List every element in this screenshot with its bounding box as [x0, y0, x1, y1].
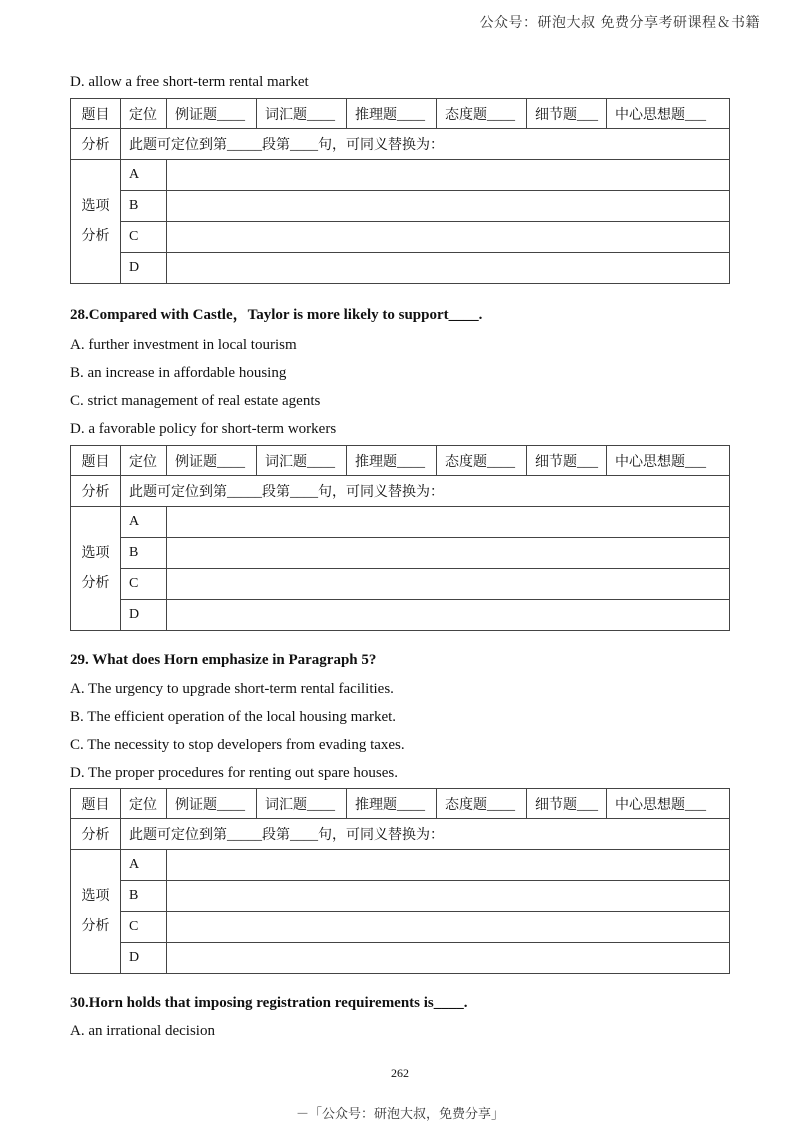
option-line: D. The proper procedures for renting out spare houses. [70, 765, 398, 781]
option-line: B. The efficient operation of the local housing market. [70, 709, 397, 725]
option-answer-cell [167, 507, 730, 538]
row-label-analysis: 分析 [71, 819, 121, 850]
type-cell: 推理题____ [347, 789, 437, 819]
option-line: C. The necessity to stop developers from evading taxes. [70, 737, 405, 753]
page-footer: －「公众号：研泡大叔，免费分享」 [295, 1107, 504, 1122]
option-letter-cell: A [121, 850, 167, 881]
question-title: 29. What does Horn emphasize in Paragraph 5? [70, 652, 377, 668]
option-line: A. an irrational decision [70, 1023, 215, 1039]
options-label: 选项 [81, 888, 110, 904]
type-cell: 态度题____ [437, 446, 527, 476]
option-answer-cell [167, 253, 730, 284]
analysis-table [70, 98, 730, 284]
type-cell: 词汇题____ [257, 99, 347, 129]
option-line: A. further investment in local tourism [70, 337, 297, 353]
type-cell: 中心思想题___ [607, 789, 730, 819]
option-answer-cell [167, 538, 730, 569]
question-title: 30.Horn holds that imposing registration requirements is____. [70, 995, 468, 1011]
options-label: 选项 [81, 198, 110, 214]
option-letter-cell: C [121, 569, 167, 600]
row-label-title: 题目 [71, 789, 121, 819]
type-cell: 推理题____ [347, 99, 437, 129]
options-label: 选项 [81, 545, 110, 561]
type-cell: 中心思想题___ [607, 446, 730, 476]
locate-cell: 定位 [121, 99, 167, 129]
option-answer-cell [167, 881, 730, 912]
analysis-label: 分析 [81, 918, 110, 934]
type-cell: 细节题___ [527, 446, 607, 476]
analysis-table [70, 788, 730, 974]
options-label-cell [71, 850, 121, 974]
type-cell: 细节题___ [527, 99, 607, 129]
type-cell: 推理题____ [347, 446, 437, 476]
analysis-label: 分析 [81, 575, 110, 591]
option-line: A. The urgency to upgrade short-term rental facilities. [70, 681, 394, 697]
analysis-label: 分析 [81, 228, 110, 244]
option-letter-cell: A [121, 160, 167, 191]
options-label-cell [71, 160, 121, 284]
option-line: D. a favorable policy for short-term workers [70, 421, 337, 437]
option-letter-cell: D [121, 253, 167, 284]
option-answer-cell [167, 222, 730, 253]
type-cell: 中心思想题___ [607, 99, 730, 129]
type-cell: 例证题____ [167, 789, 257, 819]
analysis-cell: 此题可定位到第_____段第____句，可同义替换为： [121, 476, 730, 507]
option-answer-cell [167, 569, 730, 600]
option-answer-cell [167, 160, 730, 191]
option-letter-cell: C [121, 912, 167, 943]
page-header: 公众号：研泡大叔 免费分享考研课程＆书籍 [479, 15, 760, 31]
type-cell: 词汇题____ [257, 789, 347, 819]
option-letter-cell: C [121, 222, 167, 253]
row-label-title: 题目 [71, 99, 121, 129]
option-letter-cell: A [121, 507, 167, 538]
row-label-analysis: 分析 [71, 476, 121, 507]
locate-cell: 定位 [121, 446, 167, 476]
option-answer-cell [167, 600, 730, 631]
option-letter-cell: B [121, 538, 167, 569]
option-line: B. an increase in affordable housing [70, 365, 287, 381]
option-line: C. strict management of real estate agents [70, 393, 321, 409]
analysis-cell: 此题可定位到第_____段第____句，可同义替换为： [121, 129, 730, 160]
option-answer-cell [167, 850, 730, 881]
type-cell: 例证题____ [167, 446, 257, 476]
option-letter-cell: B [121, 881, 167, 912]
type-cell: 态度题____ [437, 99, 527, 129]
analysis-table [70, 445, 730, 631]
option-answer-cell [167, 191, 730, 222]
analysis-cell: 此题可定位到第_____段第____句，可同义替换为： [121, 819, 730, 850]
row-label-title: 题目 [71, 446, 121, 476]
option-letter-cell: D [121, 600, 167, 631]
options-label-cell [71, 507, 121, 631]
row-label-analysis: 分析 [71, 129, 121, 160]
option-answer-cell [167, 912, 730, 943]
option-line: D. allow a free short-term rental market [70, 74, 309, 90]
page-number: 262 [391, 1066, 409, 1080]
type-cell: 词汇题____ [257, 446, 347, 476]
option-answer-cell [167, 943, 730, 974]
option-letter-cell: D [121, 943, 167, 974]
option-letter-cell: B [121, 191, 167, 222]
type-cell: 态度题____ [437, 789, 527, 819]
type-cell: 细节题___ [527, 789, 607, 819]
question-title: 28.Compared with Castle，Taylor is more likely to support____. [70, 307, 483, 323]
type-cell: 例证题____ [167, 99, 257, 129]
locate-cell: 定位 [121, 789, 167, 819]
